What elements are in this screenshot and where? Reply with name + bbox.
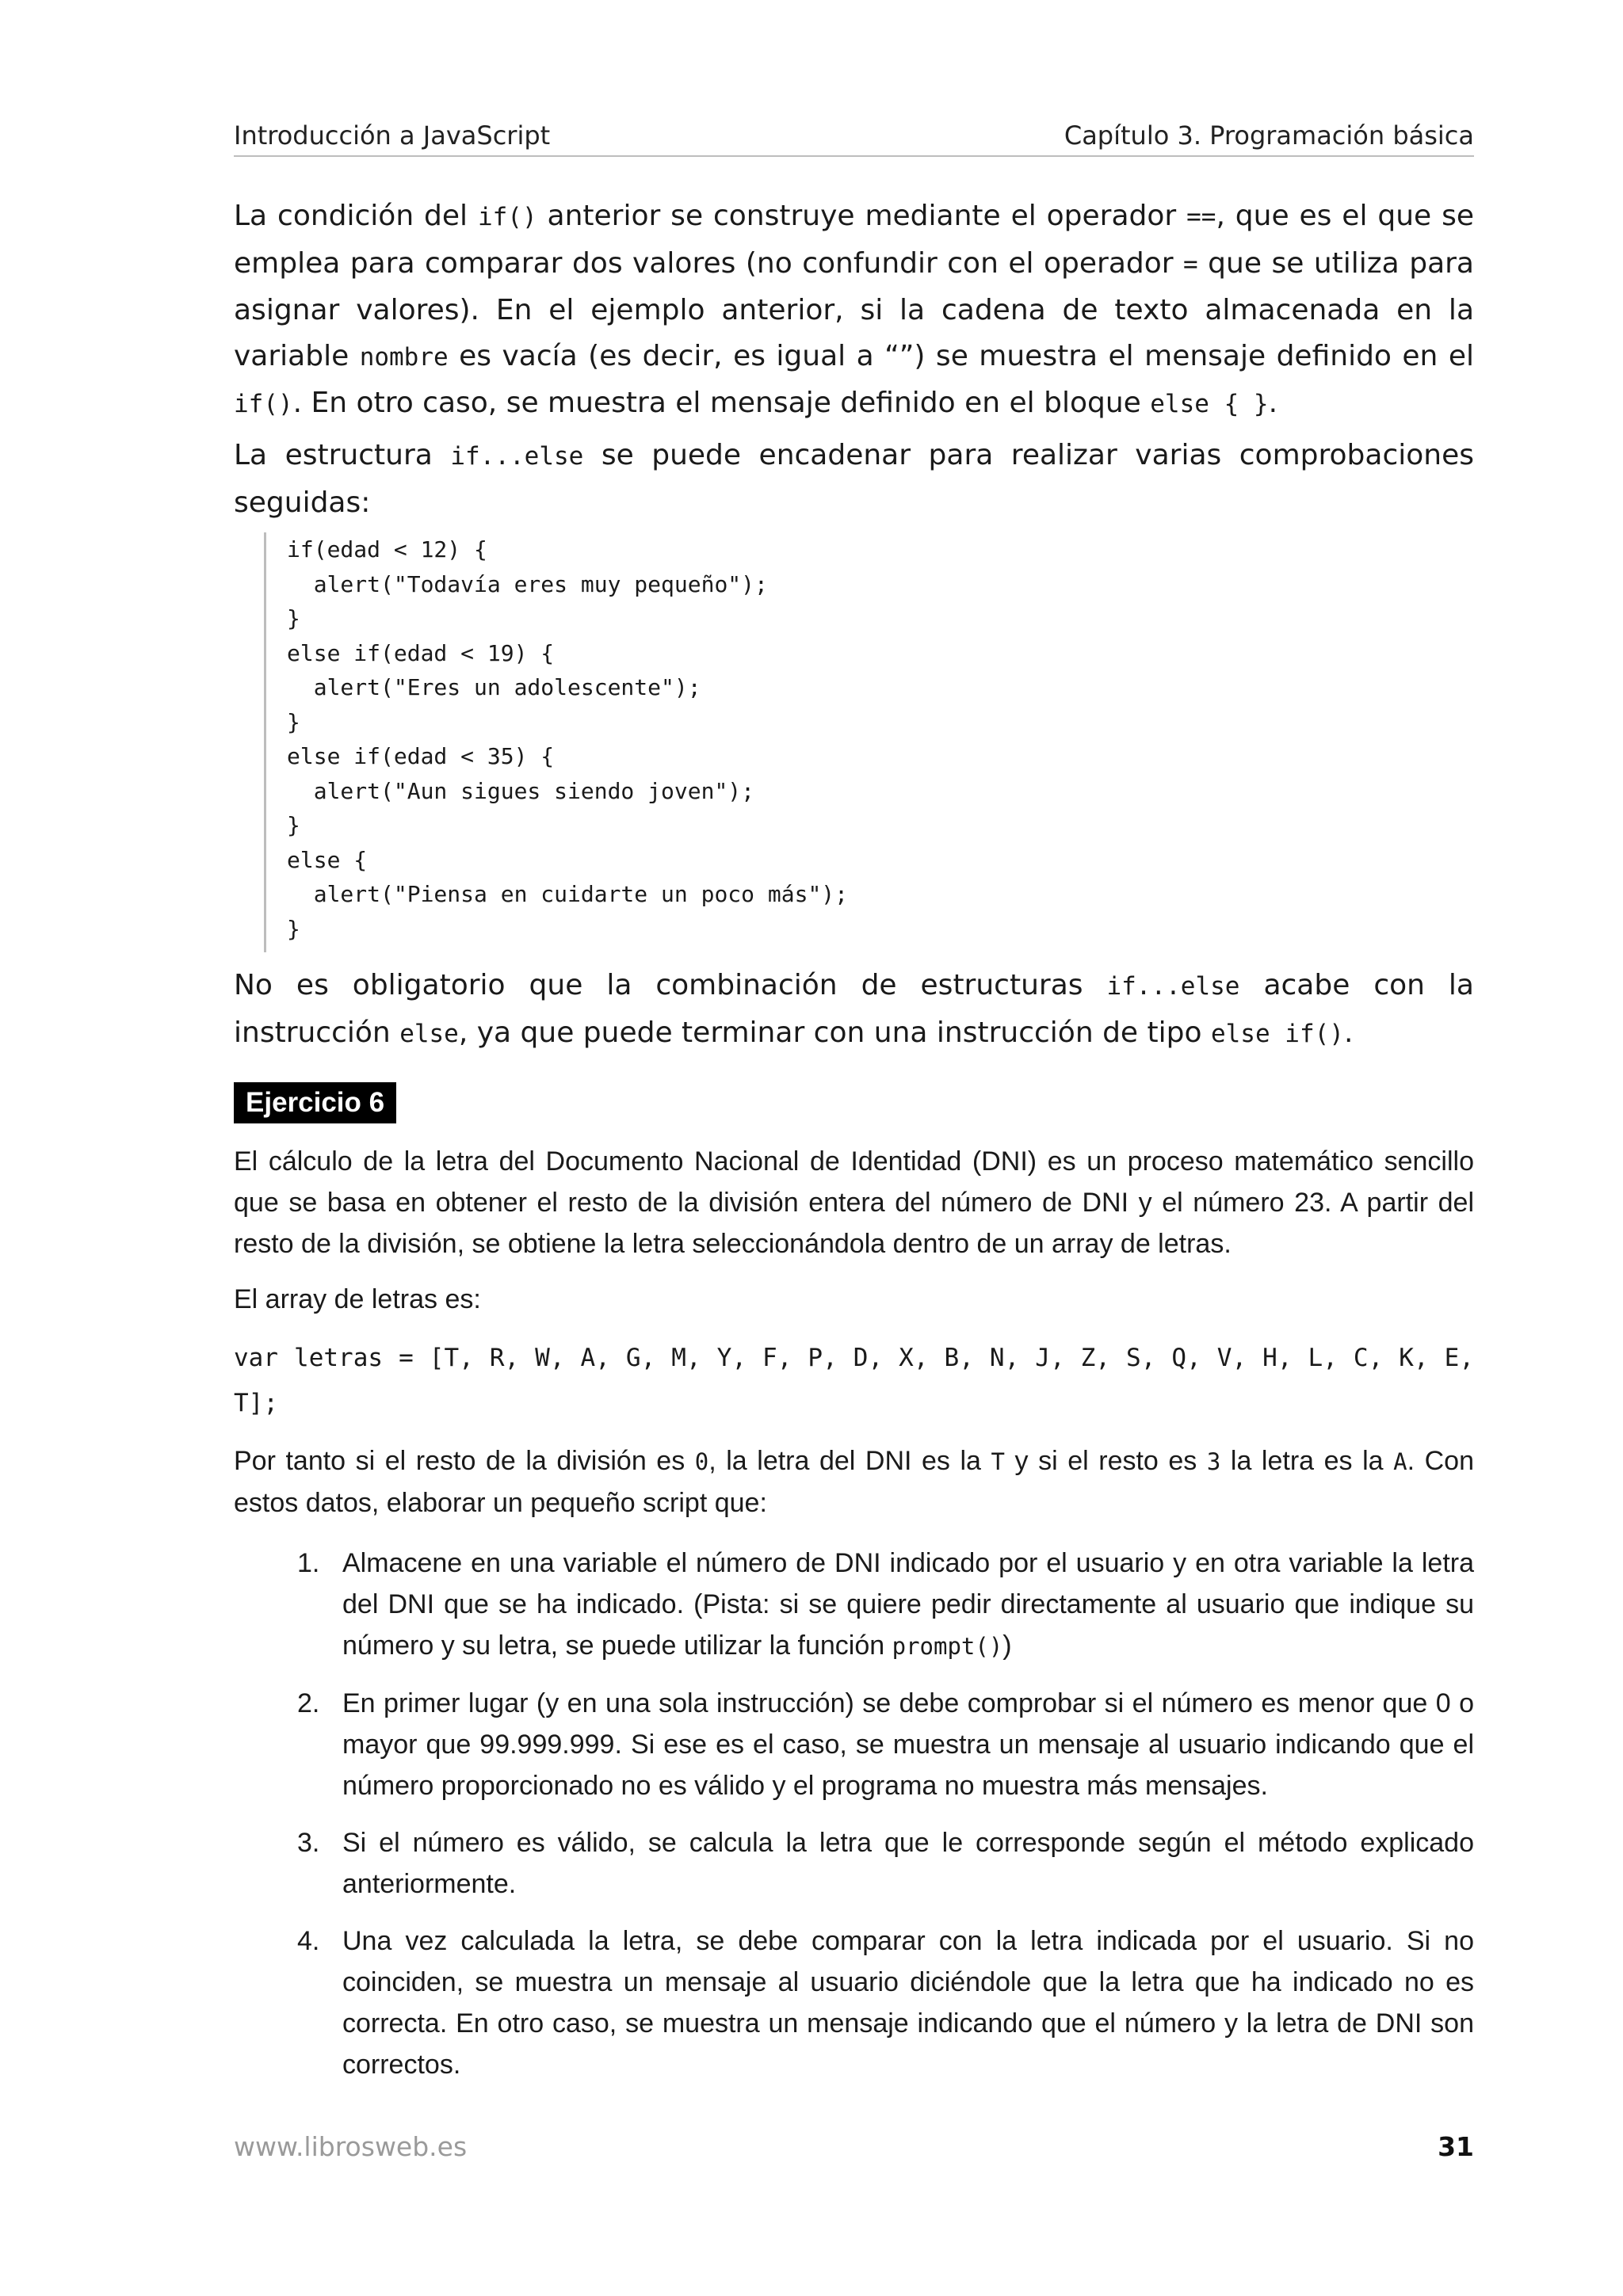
text: y si el resto es [1004, 1446, 1207, 1476]
inline-code: T [991, 1448, 1005, 1475]
list-item-number: 2. [297, 1688, 320, 1718]
list-item [234, 1543, 1474, 1667]
text: es vacía (es decir, es igual a “”) se muestra el mensaje definido en el [448, 339, 1474, 372]
exercise-array-label: El array de letras es: [234, 1284, 481, 1314]
inline-code: nombre [359, 342, 449, 372]
code-line: } [287, 708, 300, 735]
footer-website-link[interactable]: www.librosweb.es [234, 2131, 468, 2162]
inline-code: if() [234, 390, 293, 418]
list-item [234, 1683, 1474, 1806]
inline-code: else [399, 1019, 459, 1048]
text: . [1268, 387, 1278, 419]
text: que se utiliza para asignar valores). En el ejemplo anterior, si la cadena de texto almacenada en la variable [234, 246, 1474, 372]
exercise-intro: El cálculo de la letra del Documento Nacional de Identidad (DNI) es un proceso matemático sencillo que se basa en obtener el resto de la división entera del número de DNI y el número 23. A partir del resto de la división, se obtiene la letra seleccionándola dentro de un array de letras. [234, 1146, 1474, 1259]
text: , la letra del DNI es la [708, 1446, 991, 1476]
list-item-number: 4. [297, 1926, 320, 1956]
list-item-number: 3. [297, 1828, 320, 1858]
inline-code: A [1393, 1448, 1407, 1475]
text: La condición del [234, 200, 478, 232]
inline-code: == [1186, 203, 1216, 231]
page-footer [234, 2131, 1474, 2171]
list-item-text: Una vez calculada la letra, se debe comparar con la letra indicada por el usuario. Si no coinciden, se muestra un mensaje al usuario diciéndole que la letra que ha indicado no es correcta. En otro caso, se muestra un mensaje indicando que el número y la letra de DNI son correctos. [342, 1926, 1474, 2080]
code-line: alert("Piensa en cuidarte un poco más"); [287, 881, 849, 907]
text: , ya que puede terminar con una instrucción de tipo [458, 1016, 1211, 1049]
list-item-number: 1. [297, 1548, 320, 1578]
code-line: } [287, 605, 300, 631]
code-line: } [287, 915, 300, 942]
text: No es obligatorio que la combinación de estructuras [234, 969, 1107, 1001]
paragraph-if-else-chain [234, 433, 1474, 525]
text: anterior se construye mediante el operador [537, 200, 1187, 232]
list-item-text: Si el número es válido, se calcula la letra que le corresponde según el método explicado anteriormente. [342, 1828, 1474, 1899]
text: . Con estos datos, elaborar un pequeño script que: [234, 1446, 1474, 1518]
code-line: if(edad < 12) { [287, 536, 487, 563]
code-block [264, 532, 1136, 952]
code-line: alert("Todavía eres muy pequeño"); [287, 570, 768, 597]
inline-code: if...else [450, 442, 584, 471]
inline-code: else if() [1210, 1019, 1344, 1048]
exercise-instructions [234, 1440, 1474, 1524]
inline-code: if...else [1106, 972, 1240, 1001]
page-header [234, 119, 1474, 157]
exercise-steps-list [234, 1543, 1474, 2101]
inline-code: prompt() [892, 1633, 1003, 1660]
list-item-text: Almacene en una variable el número de DNI indicado por el usuario y en otra variable la letra del DNI que se ha indicado. (Pista: si se quiere pedir directamente al usuario que indique su número y su letra, se puede utilizar la función [342, 1548, 1474, 1661]
code-line: else { [287, 846, 368, 873]
text: La estructura [234, 439, 451, 471]
paragraph-else-optional [234, 963, 1474, 1057]
inline-code: 0 [694, 1448, 709, 1475]
list-item [234, 1822, 1474, 1905]
inline-code: = [1183, 250, 1198, 279]
inline-code: else { } [1150, 390, 1269, 418]
list-item [234, 1920, 1474, 2085]
inline-code: if() [477, 203, 537, 231]
text: acabe con la instrucción [234, 969, 1474, 1049]
code-line: alert("Eres un adolescente"); [287, 674, 701, 700]
code-line: else if(edad < 19) { [287, 639, 555, 666]
list-item-text: ) [1002, 1630, 1012, 1661]
exercise-badge: Ejercicio 6 [234, 1082, 396, 1123]
exercise-array-code: var letras = [T, R, W, A, G, M, Y, F, P, D, X, B, N, J, Z, S, Q, V, H, L, C, K, E, T]; [234, 1344, 1474, 1417]
text: Por tanto si el resto de la división es [234, 1446, 695, 1476]
page-number: 31 [1438, 2131, 1474, 2162]
inline-code: 3 [1206, 1448, 1221, 1475]
list-item-text: En primer lugar (y en una sola instrucción) se debe comprobar si el número es menor que 0 o mayor que 99.999.999. Si ese es el caso, se muestra un mensaje al usuario indicando que el número proporcionado no es válido y el programa no muestra más mensajes. [342, 1688, 1474, 1801]
text: la letra es la [1220, 1446, 1394, 1476]
paragraph-if-condition [234, 193, 1474, 428]
text: se puede encadenar para realizar varias comprobaciones seguidas: [234, 439, 1474, 519]
text: , que es el que se emplea para comparar dos valores (no confundir con el operador [234, 200, 1474, 280]
header-book-title: Introducción a JavaScript [234, 120, 551, 151]
code-line: alert("Aun sigues siendo joven"); [287, 777, 755, 804]
code-line: else if(edad < 35) { [287, 743, 555, 769]
code-line: } [287, 812, 300, 838]
header-chapter-title: Capítulo 3. Programación básica [1064, 120, 1474, 151]
text: . En otro caso, se muestra el mensaje definido en el bloque [292, 387, 1151, 419]
text: . [1343, 1016, 1354, 1049]
